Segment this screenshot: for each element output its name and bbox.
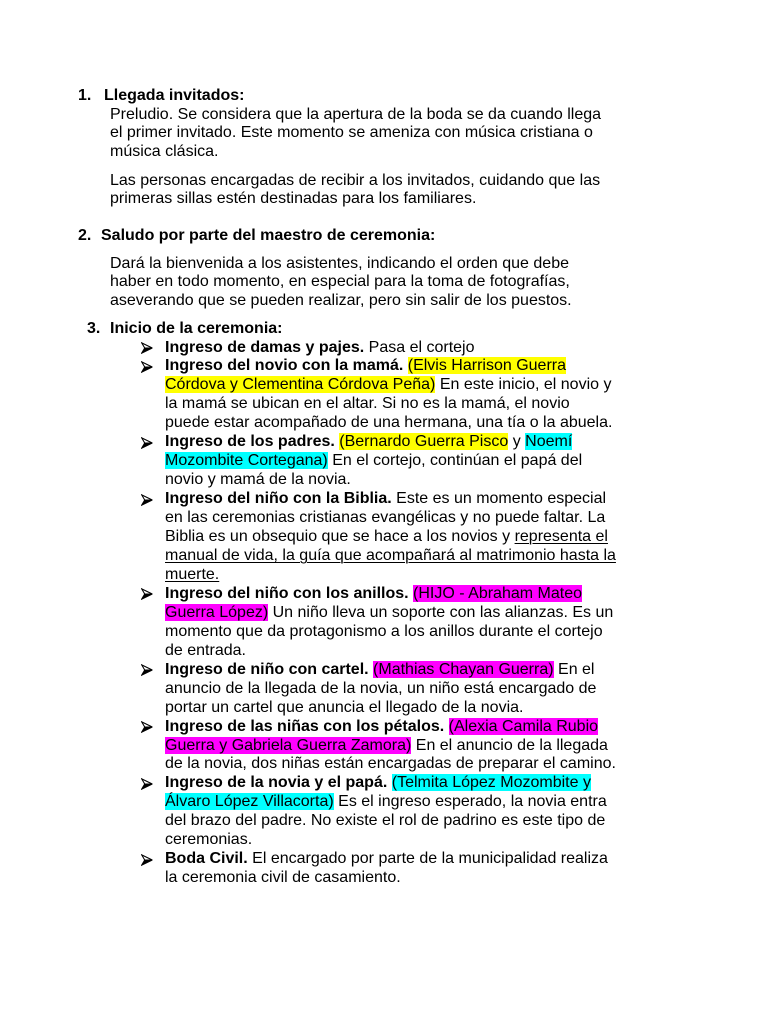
highlighted-names: Álvaro López Villacorta) — [165, 793, 334, 811]
item-text: Un niño lleva un soporte con las alianzas. Es un — [272, 603, 614, 621]
item-text: momento que da protagonismo a los anillos durante el cortejo — [165, 622, 603, 640]
item-text: En el — [558, 660, 595, 678]
item-line — [165, 357, 616, 376]
item-line — [165, 755, 616, 774]
highlighted-names: Córdova y Clementina Córdova Peña) — [165, 376, 436, 394]
item-title: Ingreso del niño con los anillos. — [165, 584, 409, 602]
list-item-padres — [165, 433, 616, 490]
highlighted-names: (HIJO - Abraham Mateo — [413, 584, 582, 602]
item-line — [165, 718, 616, 737]
paragraph-preludio — [110, 106, 601, 163]
section-heading-saludo — [0, 227, 768, 246]
item-text: novio y mamá de la novia. — [165, 471, 351, 489]
paragraph-line: Las personas encargadas de recibir a los invitados, cuidando que las — [110, 171, 601, 189]
item-title: Ingreso de la novia y el papá. — [165, 774, 388, 792]
list-item-boda-civil — [165, 850, 616, 888]
item-text: portar un cartel que anuncia el llegado de la novia. — [165, 698, 524, 716]
paragraph-line: Dará la bienvenida a los asistentes, indicando el orden que debe — [110, 254, 569, 272]
item-line — [165, 528, 616, 547]
paragraph-line: música clásica. — [110, 143, 219, 161]
item-line — [165, 452, 616, 471]
item-line — [165, 831, 616, 850]
item-title: Ingreso de damas y pajes. — [165, 338, 365, 356]
paragraph-line: aseverando que se pueden realizar, pero sin salir de los puestos. — [110, 292, 572, 310]
arrowhead-bullet-icon — [141, 778, 153, 790]
highlighted-names: Mozombite Cortegana) — [165, 452, 328, 470]
section-title: Llegada invitados: — [104, 86, 245, 104]
item-text: de entrada. — [165, 641, 246, 659]
arrowhead-bullet-icon — [141, 361, 153, 373]
item-text: Este es un momento especial — [396, 490, 607, 508]
item-line — [165, 585, 616, 604]
item-text: ceremonias. — [165, 831, 253, 849]
item-text: Es el ingreso esperado, la novia entra — [338, 793, 607, 811]
list-item-nino-biblia — [165, 490, 616, 585]
list-item-ninas-petalos — [165, 718, 616, 775]
item-line — [165, 490, 616, 509]
item-title: Ingreso de las niñas con los pétalos. — [165, 717, 445, 735]
arrowhead-bullet-icon — [141, 342, 153, 354]
item-text: de la novia, dos niñas están encargadas de preparar el camino. — [165, 755, 616, 773]
item-text: Pasa el cortejo — [368, 338, 475, 356]
item-line — [165, 680, 616, 699]
item-title: Ingreso del novio con la mamá. — [165, 357, 404, 375]
highlighted-names: (Mathias Chayan Guerra) — [373, 660, 554, 678]
list-item-nino-cartel — [165, 661, 616, 718]
arrowhead-bullet-icon — [141, 437, 153, 449]
item-text: la mamá se ubican en el altar. Si no es la mamá, el novio — [165, 395, 570, 413]
item-text: Biblia es un obsequio que se hace a los novios y — [165, 528, 511, 546]
highlighted-names: (Alexia Camila Rubio — [448, 717, 599, 735]
arrowhead-bullet-icon — [141, 494, 153, 506]
list-item-novio-mama — [165, 357, 616, 433]
list-item-damas-pajes — [165, 339, 616, 358]
highlighted-names: (Elvis Harrison Guerra — [407, 357, 566, 375]
item-line — [165, 509, 616, 528]
item-text: puede estar acompañado de una hermana, una tía o la abuela. — [165, 414, 613, 432]
list-item-novia-papa — [165, 774, 616, 850]
section-title: Saludo por parte del maestro de ceremonia: — [101, 226, 436, 244]
highlighted-names: Guerra y Gabriela Guerra Zamora) — [165, 736, 412, 754]
item-title: Ingreso del niño con la Biblia. — [165, 490, 392, 508]
item-text: y — [512, 433, 521, 451]
section-number: 1. — [78, 86, 92, 104]
underlined-text: manual de vida, la guía que acompañará al matrimonio hasta la — [165, 546, 616, 564]
highlighted-names: Noemí — [525, 433, 573, 451]
item-text: El encargado por parte de la municipalidad realiza — [252, 850, 608, 868]
arrowhead-bullet-icon — [141, 664, 153, 676]
item-line — [165, 869, 616, 888]
paragraph-line: el primer invitado. Este momento se ameniza con música cristiana o — [110, 124, 593, 142]
paragraph-line: Preludio. Se considera que la apertura de la boda se da cuando llega — [110, 105, 602, 123]
arrowhead-bullet-icon — [141, 721, 153, 733]
underlined-text: muerte. — [165, 565, 220, 583]
item-line — [165, 812, 616, 831]
item-title: Ingreso de los padres. — [165, 433, 335, 451]
list-item-nino-anillos — [165, 585, 616, 661]
item-line — [165, 661, 616, 680]
item-title: Boda Civil. — [165, 850, 248, 868]
item-text: En este inicio, el novio y — [439, 376, 612, 394]
paragraph-bienvenida — [110, 255, 572, 312]
item-line — [165, 566, 616, 585]
item-line — [165, 376, 616, 395]
item-line — [165, 623, 616, 642]
item-line — [165, 699, 616, 718]
item-line — [165, 604, 616, 623]
item-text: anuncio de la llegada de la novia, un niño está encargado de — [165, 679, 597, 697]
section-number: 3. — [87, 319, 101, 337]
arrowhead-bullet-icon — [141, 588, 153, 600]
item-text: En el cortejo, continúan el papá del — [332, 452, 583, 470]
item-line — [165, 339, 616, 358]
ceremony-bullet-list — [165, 339, 616, 889]
item-text: En el anuncio de la llegada — [415, 736, 608, 754]
item-line — [165, 774, 616, 793]
item-line — [165, 471, 616, 490]
paragraph-personas-encargadas — [110, 172, 600, 210]
item-line — [165, 793, 616, 812]
item-line — [165, 414, 616, 433]
section-heading-inicio-ceremonia — [0, 320, 768, 339]
item-text: en las ceremonias cristianas evangélicas y no puede faltar. La — [165, 509, 606, 527]
arrowhead-bullet-icon — [141, 854, 153, 866]
highlighted-names: Guerra López) — [165, 603, 269, 621]
item-text: la ceremonia civil de casamiento. — [165, 869, 401, 887]
section-number: 2. — [78, 226, 92, 244]
section-heading-llegada-invitados — [0, 87, 768, 106]
paragraph-line: primeras sillas estén destinadas para los familiares. — [110, 190, 477, 208]
highlighted-names: (Telmita López Mozombite y — [391, 774, 591, 792]
item-text: del brazo del padre. No existe el rol de padrino es este tipo de — [165, 812, 606, 830]
item-line — [165, 850, 616, 869]
highlighted-names: (Bernardo Guerra Pisco — [339, 433, 509, 451]
item-line — [165, 737, 616, 756]
item-line — [165, 547, 616, 566]
item-line — [165, 395, 616, 414]
item-line — [165, 433, 616, 452]
item-line — [165, 642, 616, 661]
underlined-text: representa el — [514, 528, 608, 546]
item-title: Ingreso de niño con cartel. — [165, 660, 369, 678]
section-title: Inicio de la ceremonia: — [110, 319, 283, 337]
paragraph-line: haber en todo momento, en especial para la toma de fotografías, — [110, 273, 570, 291]
